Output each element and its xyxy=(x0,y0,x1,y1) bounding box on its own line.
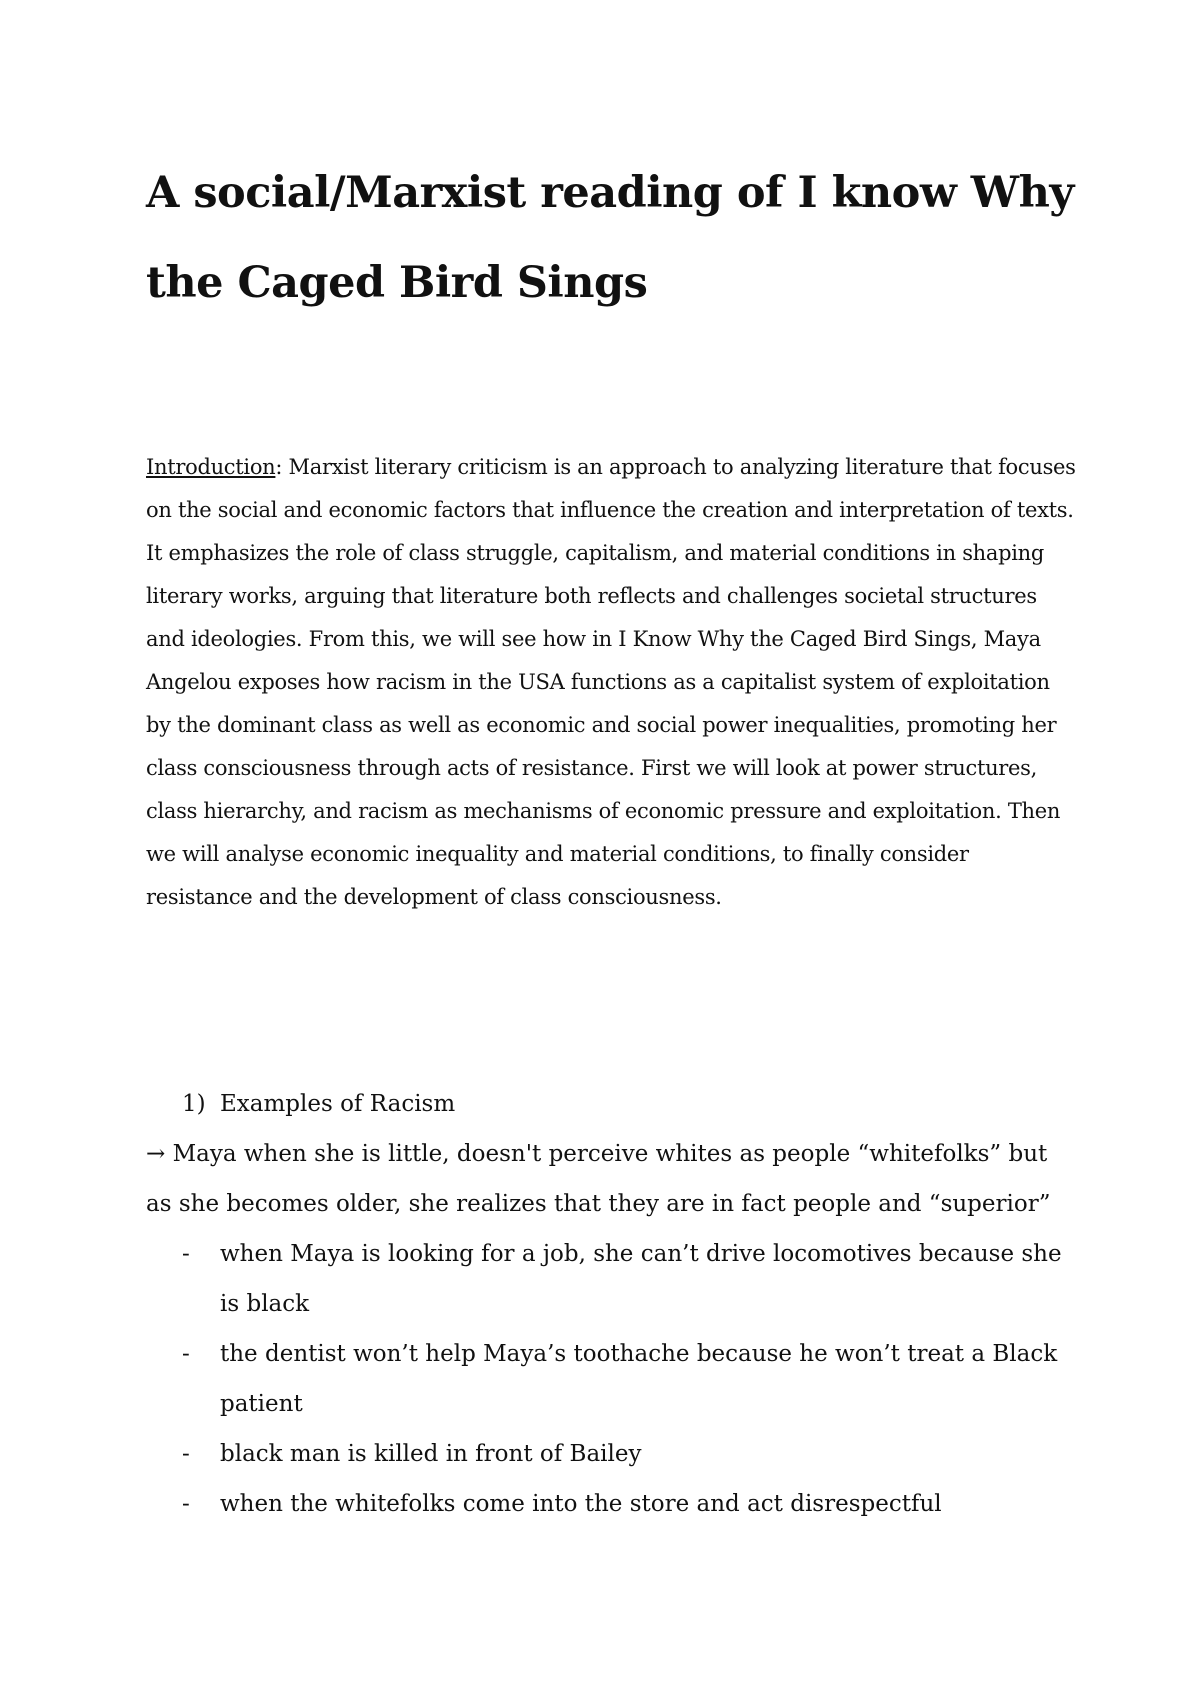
arrow-point: → Maya when she is little, doesn't perceive whites as people “whitefolks” but as she becomes older, she realizes that they are in fact people and “superior” xyxy=(146,1141,1051,1217)
dash-bullet: - xyxy=(182,1441,190,1467)
list-item xyxy=(182,1229,1076,1329)
document-title: A social/Marxist reading of I know Why the Caged Bird Sings xyxy=(146,168,1074,308)
section-heading xyxy=(146,1079,1076,1129)
section-number: 1) xyxy=(182,1091,206,1117)
dash-bullet: - xyxy=(182,1241,190,1267)
list-item-text: when Maya is looking for a job, she can’t drive locomotives because she is black xyxy=(220,1241,1062,1317)
document-content xyxy=(146,148,1076,1529)
section-heading-text: Examples of Racism xyxy=(220,1091,456,1117)
list-item xyxy=(182,1479,1076,1529)
introduction-text: : Marxist literary criticism is an approach to analyzing literature that focuses on the social and economic factors that influence the creation and interpretation of texts. It emphasizes the role of class struggle, capitalism, and material conditions in shaping literary works, arguing that literature both reflects and challenges societal structures and ideologies. From this, we will see how in I Know Why the Caged Bird Sings, Maya Angelou exposes how racism in the USA functions as a capitalist system of exploitation by the dominant class as well as economic and social power inequalities, promoting her class consciousness through acts of resistance. First we will look at power structures, class hierarchy, and racism as mechanisms of economic pressure and exploitation. Then we will analyse economic inequality and material conditions, to finally consider resistance and the development of class consciousness. xyxy=(146,455,1076,909)
list-item xyxy=(182,1429,1076,1479)
racism-examples-list xyxy=(146,1229,1076,1529)
list-item-text: the dentist won’t help Maya’s toothache because he won’t treat a Black patient xyxy=(220,1341,1058,1417)
introduction-paragraph xyxy=(146,446,1076,919)
list-item xyxy=(182,1329,1076,1429)
dash-bullet: - xyxy=(182,1341,190,1367)
list-item-text: when the whitefolks come into the store and act disrespectful xyxy=(220,1491,942,1517)
list-item-text: black man is killed in front of Bailey xyxy=(220,1441,642,1467)
introduction-label: Introduction xyxy=(146,455,276,479)
dash-bullet: - xyxy=(182,1491,190,1517)
section-examples-of-racism xyxy=(146,1079,1076,1529)
